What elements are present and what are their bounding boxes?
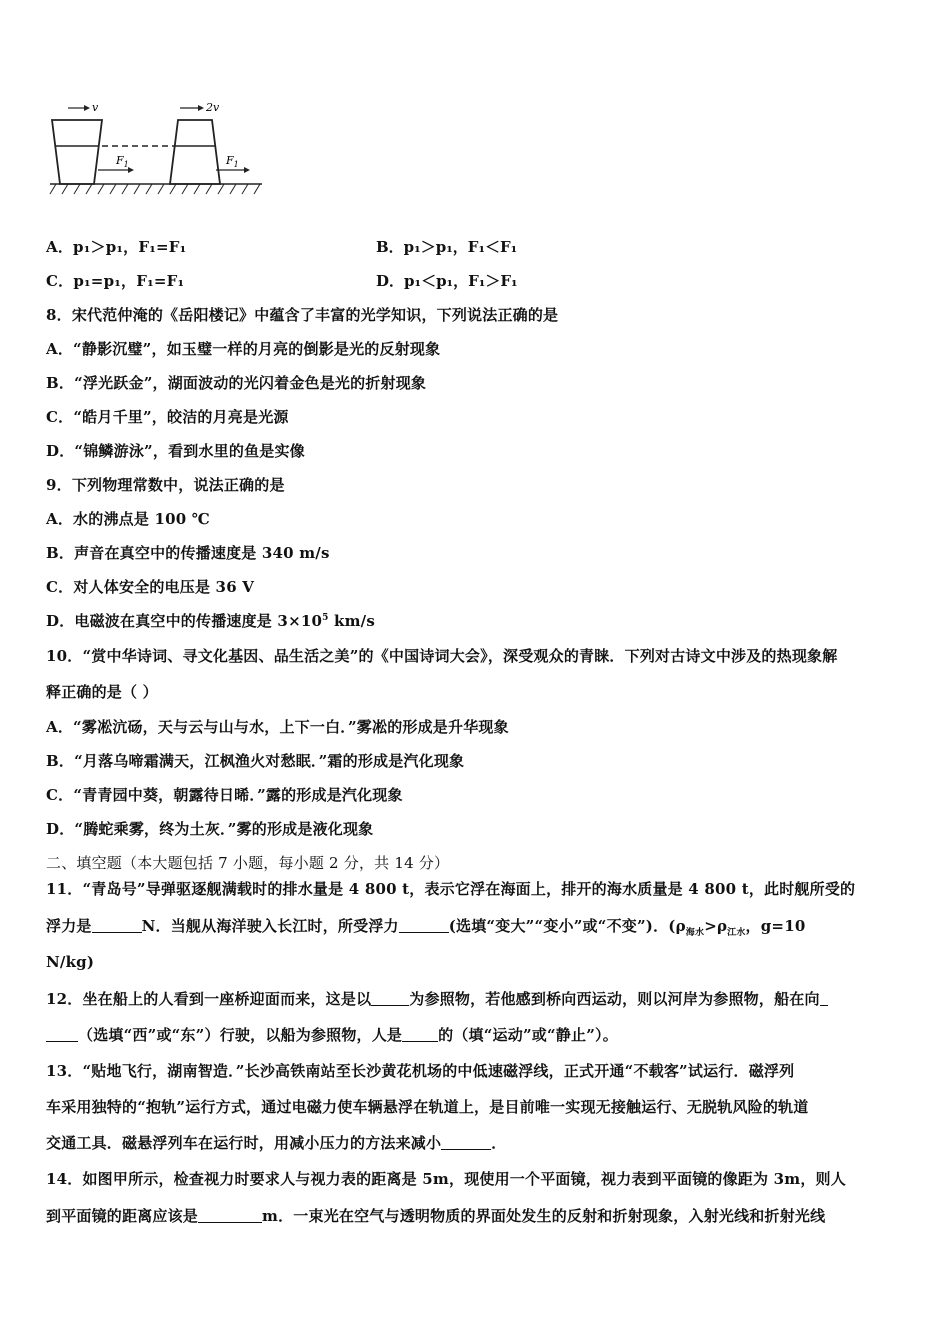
q11-line1: 11．“青岛号”导弹驱逐舰满载时的排水量是 4 800 t，表示它浮在海面上，排开的海水质量是 4 800 t，此时舰所受的 bbox=[46, 880, 856, 898]
q12-blank-1[interactable] bbox=[371, 991, 409, 1006]
q11-blank-2[interactable] bbox=[399, 918, 449, 933]
q10-stem-line1: 10．“赏中华诗词、寻文化基因、品生活之美”的《中国诗词大会》，深受观众的青睐．下列对古诗文中涉及的热现象解 bbox=[46, 647, 838, 665]
q7-option-b: B．p₁＞p₁，F₁＜F₁ bbox=[376, 238, 518, 256]
ground-hatching bbox=[50, 184, 260, 194]
containers-figure bbox=[44, 96, 266, 202]
q8-stem: 8．宋代范仲淹的《岳阳楼记》中蕴含了丰富的光学知识，下列说法正确的是 bbox=[46, 306, 559, 324]
q7-option-a: A．p₁＞p₁，F₁=F₁ bbox=[46, 238, 187, 256]
q14-blank[interactable] bbox=[198, 1208, 262, 1223]
q8-option-c: C．“皓月千里”，皎洁的月亮是光源 bbox=[46, 408, 289, 426]
section-fill-in-header: 二、填空题（本大题包括 7 小题，每小题 2 分，共 14 分） bbox=[46, 854, 450, 872]
q14-line2: 到平面镜的距离应该是 m．一束光在空气与透明物质的界面处发生的反射和折射现象，入射光线和折射光线 bbox=[46, 1207, 826, 1225]
q10-option-b: B．“月落乌啼霜满天，江枫渔火对愁眠．”霜的形成是汽化现象 bbox=[46, 752, 465, 770]
q12-blank-2b[interactable] bbox=[46, 1027, 78, 1042]
q12-line1: 12．坐在船上的人看到一座桥迎面而来，这是以 为参照物，若他感到桥向西运动，则以河岸为参照物，船在向 bbox=[46, 988, 828, 1009]
q10-option-a: A．“雾凇沆砀，天与云与山与水，上下一白．”雾凇的形成是升华现象 bbox=[46, 718, 509, 736]
f1-left-arrow-head bbox=[128, 167, 134, 173]
q8-option-b: B．“浮光跃金”，湖面波动的光闪着金色是光的折射现象 bbox=[46, 374, 427, 392]
q13-line1: 13．“贴地飞行，湖南智造．”长沙高铁南站至长沙黄花机场的中低速磁浮线，正式开通“不载客”试运行．磁浮列 bbox=[46, 1062, 795, 1080]
q13-line3: 交通工具．磁悬浮列车在运行时，用减小压力的方法来减小 ． bbox=[46, 1134, 507, 1152]
2v-arrow-head bbox=[198, 105, 204, 111]
v-arrow-head bbox=[84, 105, 90, 111]
q9-option-a: A．水的沸点是 100 ℃ bbox=[46, 510, 210, 528]
q8-option-d: D．“锦鳞游泳”，看到水里的鱼是实像 bbox=[46, 442, 305, 460]
q11-line3: N/kg) bbox=[46, 953, 95, 971]
left-container bbox=[52, 120, 102, 184]
2v-label: 2v bbox=[206, 101, 220, 114]
q9-stem: 9．下列物理常数中，说法正确的是 bbox=[46, 476, 285, 494]
q10-option-d: D．“腾蛇乘雾，终为土灰．”雾的形成是液化现象 bbox=[46, 820, 374, 838]
q10-option-c: C．“青青园中葵，朝露待日晞．”露的形成是汽化现象 bbox=[46, 786, 403, 804]
f1-right-arrow-head bbox=[244, 167, 250, 173]
q12-line2: （选填“西”或“东”）行驶，以船为参照物，人是 的（填“运动”或“静止”）。 bbox=[46, 1024, 618, 1045]
q11-blank-1[interactable] bbox=[92, 918, 142, 933]
q13-blank[interactable] bbox=[441, 1135, 491, 1150]
f1-right-label: $F_1$ bbox=[226, 154, 239, 169]
q7-option-d: D．p₁＜p₁，F₁＞F₁ bbox=[376, 272, 518, 290]
q8-option-a: A．“静影沉璧”，如玉璧一样的月亮的倒影是光的反射现象 bbox=[46, 340, 441, 358]
f1-left-label: $F_1$ bbox=[116, 154, 129, 169]
q13-line2: 车采用独特的“抱轨”运行方式，通过电磁力使车辆悬浮在轨道上，是目前唯一实现无接触运行、无脱轨风险的轨道 bbox=[46, 1098, 809, 1116]
q9-option-d: D．电磁波在真空中的传播速度是 $3\times 10^5$ km/s bbox=[46, 612, 376, 630]
q11-line2: 浮力是 N．当舰从海洋驶入长江时，所受浮力 (选填“变大”“变小”或“不变”)．($\rho_{海水}>\rho_{江水}$，g=10 bbox=[46, 917, 806, 938]
v-label: v bbox=[92, 101, 99, 114]
q10-stem-line2: 释正确的是（ ） bbox=[46, 683, 158, 701]
q7-option-c: C．p₁=p₁，F₁=F₁ bbox=[46, 272, 185, 290]
q14-line1: 14．如图甲所示，检查视力时要求人与视力表的距离是 5m，现使用一个平面镜，视力表到平面镜的像距为 3m，则人 bbox=[46, 1170, 846, 1188]
q9-option-b: B．声音在真空中的传播速度是 340 m/s bbox=[46, 544, 330, 562]
q9-option-c: C．对人体安全的电压是 36 V bbox=[46, 578, 255, 596]
q12-blank-3[interactable] bbox=[402, 1027, 438, 1042]
q12-blank-2a[interactable] bbox=[820, 991, 828, 1006]
right-container bbox=[170, 120, 220, 184]
